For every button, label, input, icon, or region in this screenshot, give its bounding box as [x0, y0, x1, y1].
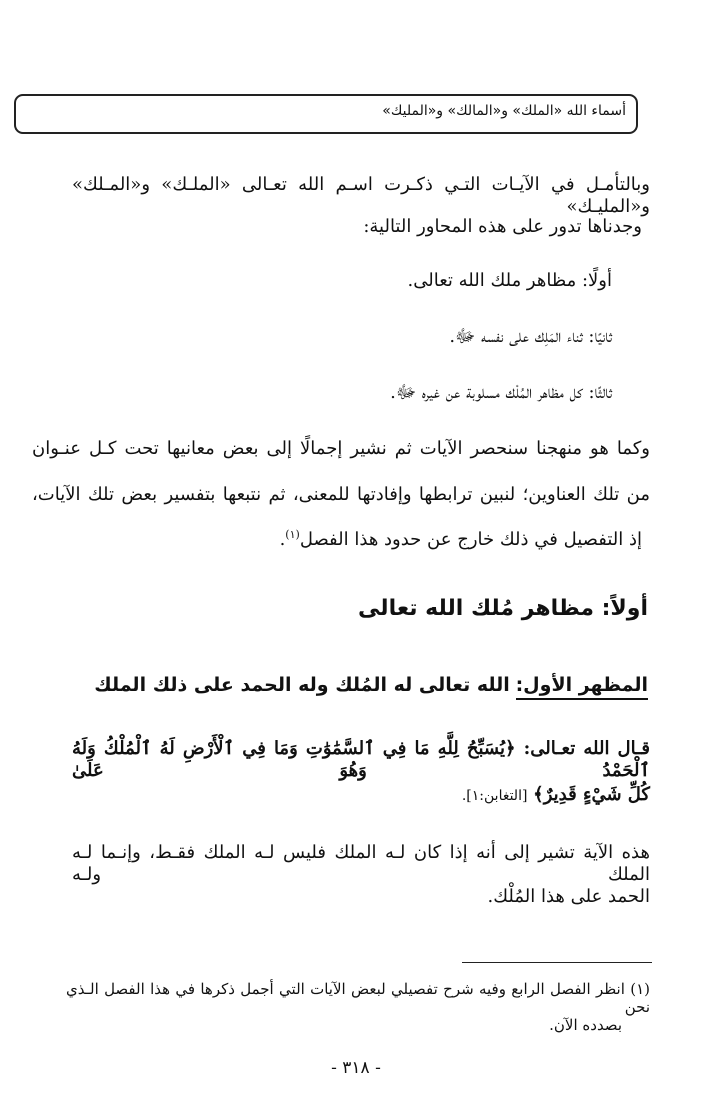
footnote-divider — [462, 962, 652, 963]
running-header-box — [14, 94, 638, 134]
intro-line-2: وجدناها تدور على هذه المحاور التالية: — [363, 216, 642, 237]
footnote-line-2: بصدده الآن. — [549, 1016, 622, 1034]
method-line-3-end: . — [279, 529, 286, 550]
axis-item-2: ثانيًا: ثناء المَلِك على نفسه ﷻ. — [449, 326, 612, 347]
intro-line-1: وبالتأمـل في الآيـات التـي ذكـرت اسـم الله تعـالى «الملـك» و«المـلك» و«المليـك» — [72, 174, 650, 217]
page-number: - ٣١٨ - — [331, 1058, 381, 1078]
axis-item-1: أولًا: مظاهر ملك الله تعالى. — [407, 270, 612, 291]
subsection-heading — [94, 674, 648, 697]
method-line-3 — [280, 528, 642, 551]
section-heading: أولاً: مظاهر مُلك الله تعالى — [358, 596, 648, 621]
footnote-line-1: (١) انظر الفصل الرابع وفيه شرح تفصيلي لبعض الآيات التي أجمل ذكرها في هذا الفصل الـذي نحن — [66, 980, 650, 1016]
method-line-3-text: إذ التفصيل في ذلك خارج عن حدود هذا الفصل — [299, 529, 642, 550]
subsection-label: المظهر الأول: — [516, 674, 648, 700]
commentary-line-2: الحمد على هذا المُلْك. — [487, 886, 650, 907]
running-header-title: أسماء الله «الملك» و«المالك» و«المليك» — [382, 103, 626, 119]
commentary-line-1: هذه الآية تشير إلى أنه إذا كان لـه الملك فليس لـه الملك فقـط، وإنـما لـه الملك ولـه — [72, 842, 650, 885]
subsection-title: الله تعالى له المُلك وله الحمد على ذلك الملك — [94, 674, 510, 696]
verse-line-1: قـال الله تعـالى: ﴿يُسَبِّحُ لِلَّهِ مَا فِي ٱلسَّمَٰوَٰتِ وَمَا فِي ٱلْأَرْضِ لَهُ ٱلْمُلْكُ وَلَهُ ٱلْحَمْدُ وَهُوَ عَلَىٰ — [72, 738, 650, 781]
footnote-reference[interactable]: (١) — [285, 528, 300, 541]
verse-line-2 — [462, 784, 650, 806]
axis-item-3: ثالثًا: كل مظاهر المُلْك مسلوبة عن غيره ﷻ. — [390, 382, 612, 403]
verse-line-2-text: كُلِّ شَيْءٍ قَدِيرٌ﴾ — [533, 784, 650, 805]
method-line-1: وكما هو منهجنا سنحصر الآيات ثم نشير إجمالًا إلى بعض معانيها تحت كـل عنـوان — [32, 438, 650, 459]
verse-citation: [التغابن:١]. — [461, 788, 528, 804]
method-line-2: من تلك العناوين؛ لنبين ترابطها وإفادتها للمعنى، ثم نتبعها بتفسير بعض تلك الآيات، — [32, 484, 650, 505]
